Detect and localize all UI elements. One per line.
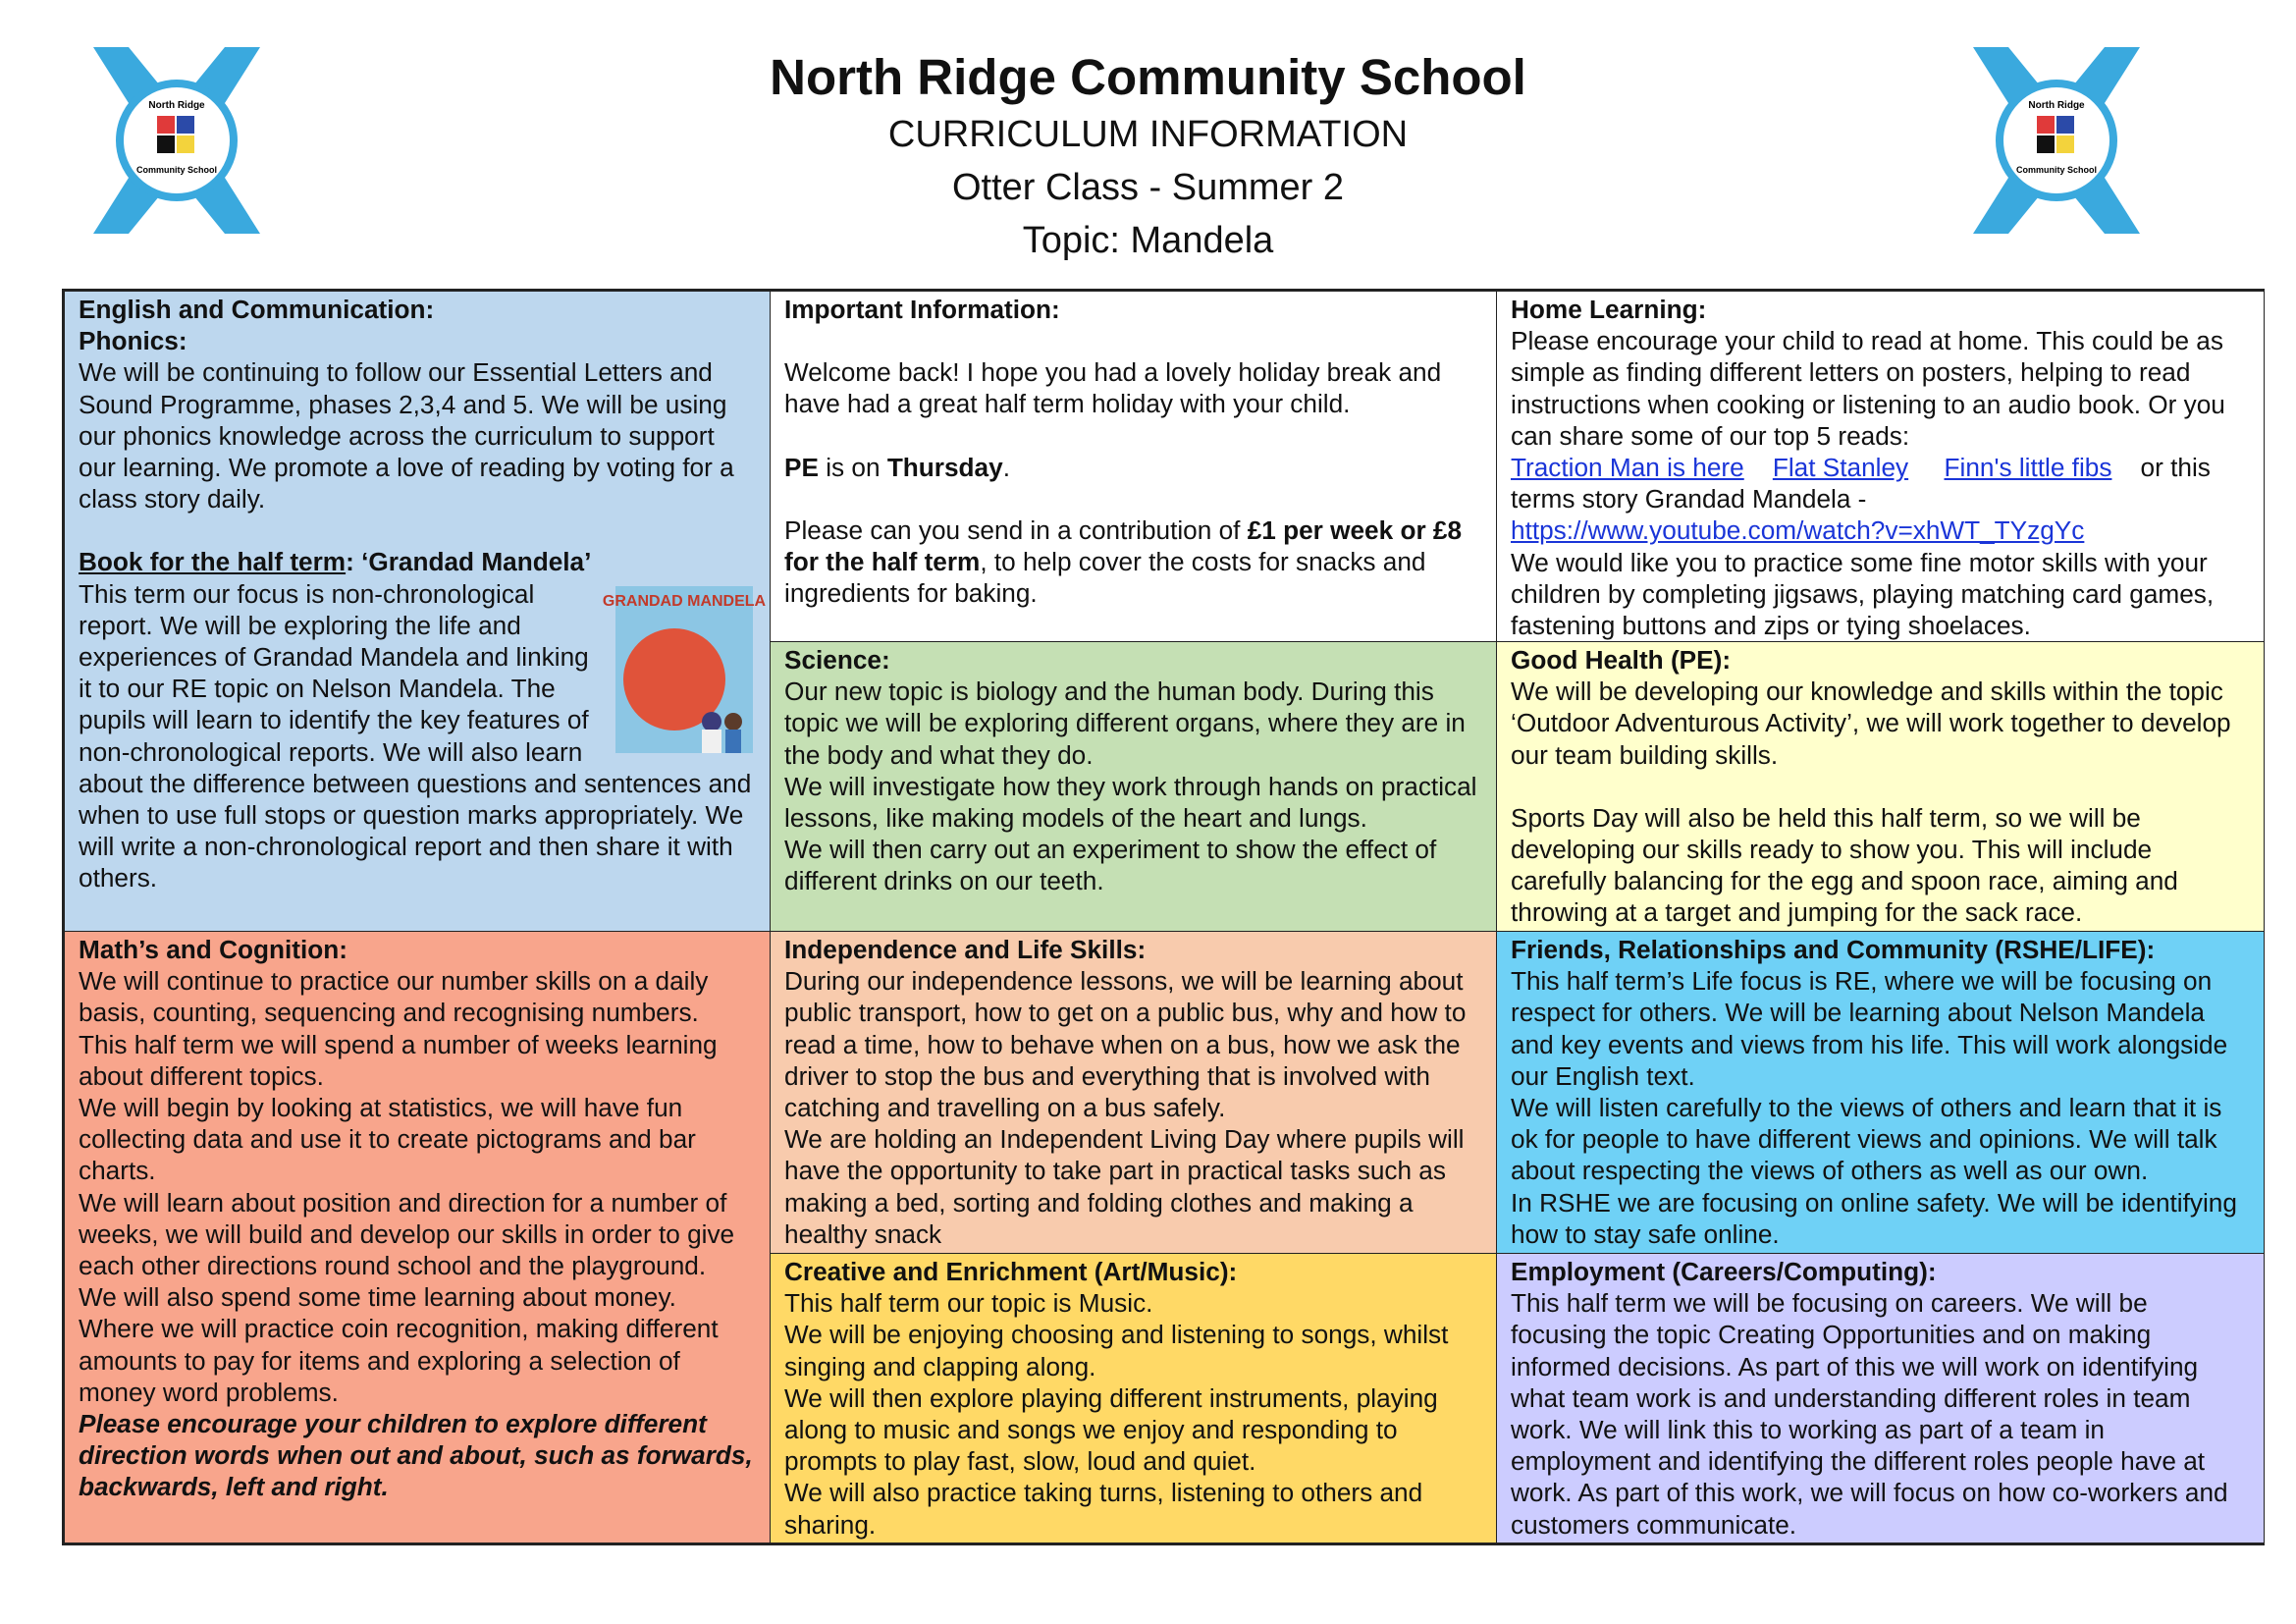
employment-text: This half term we will be focusing on careers. We will be focusing the topic Creating Opportunities and on making informed decisions. As part of this we will work on identifying what team work is and understanding different roles in team work. We will link this to working as part of a team in employment and identifying the different roles people have at work. As part of this work, we will focus on how co-workers and customers communicate.: [1511, 1288, 2228, 1540]
book-title: : ‘Grandad Mandela’: [346, 547, 592, 577]
creative-text-1: This half term our topic is Music.: [784, 1288, 1153, 1319]
independence-title: Independence and Life Skills:: [784, 935, 1147, 964]
science-text-1: Our new topic is biology and the human body. During this topic we will be exploring different organs, where they are in the body and what they do.: [784, 677, 1466, 770]
good-health-text-2: Sports Day will also be held this half term, so we will be developing our skills ready to show you. This will include carefully balancing for the egg and spoon race, aiming and throwing at a target and jumping for the sack race.: [1511, 802, 2178, 928]
school-name: North Ridge Community School: [770, 49, 1526, 105]
maths-text-2: This half term we will spend a number of weeks learning about different topics.: [79, 1029, 718, 1091]
top-reads-links: [1511, 452, 2250, 514]
english-phonics-text: We will be continuing to follow our Essential Letters and Sound Programme, phases 2,3,4 and 5. We will be using our phonics knowledge across the curriculum to support our learning. We promote a love of reading by voting for a class story daily.: [79, 357, 734, 514]
maths-title: Math’s and Cognition:: [79, 935, 347, 964]
link-traction-man[interactable]: Traction Man is here: [1511, 453, 1744, 483]
creative-text-4: We will also practice taking turns, listening to others and sharing.: [784, 1478, 1423, 1540]
independence-text-2: We are holding an Independent Living Day where pupils will have the opportunity to take part in practical tasks such as making a bed, sorting and folding clothes and making a healthy snack: [784, 1124, 1465, 1249]
creative-text-2: We will be enjoying choosing and listening to songs, whilst singing and clapping along.: [784, 1320, 1449, 1381]
employment-section: [1496, 1253, 2265, 1543]
good-health-section: [1496, 641, 2265, 933]
home-reading-text: Please encourage your child to read at home. This could be as simple as finding different letters on posters, helping to read instructions when cooking or listening to an audio book. Or you can share some of our top 5 reads:: [1511, 326, 2225, 451]
independence-text-1: During our independence lessons, we will be learning about public transport, how to get on a public bus, why and how to read a time, how to behave when on a bus, how we ask the driver to stop the bus and everything that is involved with catching and travelling on a bus safely.: [784, 966, 1467, 1123]
science-text-2: We will investigate how they work through hands on practical lessons, like making models of the heart and lungs.: [784, 771, 1477, 834]
contribution-text: Please can you send in a contribution of £1 per week or £8 for the half term, to help cover the costs for snacks and ingredients for baking.: [784, 514, 1463, 609]
book-label: Book for the half term: [79, 547, 347, 577]
phonics-subtitle: Phonics:: [79, 326, 187, 356]
logo-text-top: North Ridge: [148, 100, 205, 111]
english-book-text: This term our focus is non-chronological report. We will be exploring the life and experiences of Grandad Mandela and linking it to our RE topic on Nelson Mandela. The pupils will learn to identify the key features of non-chronological reports. We will also learn about the difference between questions and sentences and when to use full stops or question marks appropriately. We will write a non-chronological report and then share it with others.: [79, 578, 752, 893]
link-flat-stanley[interactable]: Flat Stanley: [1772, 453, 1909, 483]
creative-text-3: We will then explore playing different instruments, playing along to music and songs we enjoy and responding to prompts to play fast, slow, loud and quiet.: [784, 1382, 1438, 1477]
logo-text-bottom: Community School: [2015, 165, 2098, 175]
document-subtitle: CURRICULUM INFORMATION: [887, 114, 1409, 155]
logo-text-top: North Ridge: [2028, 100, 2085, 111]
maths-section: [64, 931, 772, 1543]
independence-section: [770, 931, 1498, 1255]
good-health-text-1: We will be developing our knowledge and skills within the topic ‘Outdoor Adventurous Activity’, we will work together to develop our team building skills.: [1511, 677, 2231, 770]
home-learning-section: [1496, 291, 2265, 643]
friends-text-3: In RSHE we are focusing on online safety. We will be identifying how to stay safe online.: [1511, 1187, 2237, 1249]
english-section: [64, 291, 772, 933]
important-title: Important Information:: [784, 295, 1060, 324]
maths-encourage-text: Please encourage your children to explore different direction words when out and about, such as forwards, backwards, left and right.: [79, 1409, 753, 1502]
creative-title: Creative and Enrichment (Art/Music):: [784, 1257, 1238, 1286]
logo-text-bottom: Community School: [135, 165, 218, 175]
home-learning-title: Home Learning:: [1511, 295, 1707, 324]
friends-text-2: We will listen carefully to the views of others and learn that it is ok for people to have different views and opinions. We will talk about respecting the views of others as well as our own.: [1511, 1093, 2222, 1186]
friends-title: Friends, Relationships and Community (RSHE/LIFE):: [1511, 935, 2156, 964]
story-intro-text: or this terms story Grandad Mandela -: [1511, 453, 2211, 514]
fine-motor-text: We would like you to practice some fine motor skills with your children by completing jigsaws, playing matching card games, fastening buttons and zips or tying shoelaces.: [1511, 547, 2215, 641]
welcome-text: Welcome back! I hope you had a lovely holiday break and have had a great half term holiday with your child.: [784, 357, 1442, 419]
good-health-title: Good Health (PE):: [1511, 645, 1732, 675]
creative-section: [770, 1253, 1498, 1543]
youtube-link[interactable]: https://www.youtube.com/watch?v=xhWT_TYzgYc: [1511, 515, 2085, 546]
book-heading: [79, 546, 757, 577]
book-cover-title: GRANDAD MANDELA: [602, 592, 767, 610]
important-info-section: [770, 291, 1498, 643]
science-section: [770, 641, 1498, 933]
maths-text-1: We will continue to practice our number skills on a daily basis, counting, sequencing and recognising numbers.: [79, 966, 709, 1028]
science-text-3: We will then carry out an experiment to show the effect of different drinks on our teeth.: [784, 835, 1437, 896]
friends-section: [1496, 931, 2265, 1255]
employment-title: Employment (Careers/Computing):: [1511, 1257, 1937, 1286]
maths-text-5: We will also spend some time learning about money. Where we will practice coin recognition, making different amounts to pay for items and exploring a selection of money word problems.: [79, 1282, 719, 1407]
pe-day-text: PE is on Thursday.: [784, 452, 1010, 482]
curriculum-grid: [62, 289, 2265, 1545]
science-title: Science:: [784, 645, 890, 675]
maths-text-3: We will begin by looking at statistics, we will have fun collecting data and use it to create pictograms and bar charts.: [79, 1093, 696, 1186]
link-finns-little-fibs[interactable]: Finn's little fibs: [1944, 453, 2112, 483]
friends-text-1: This half term’s Life focus is RE, where we will be focusing on respect for others. We will be learning about Nelson Mandela and key events and views from his life. This will work alongside our English text.: [1511, 966, 2228, 1091]
topic-title: Topic: Mandela: [1022, 220, 1274, 261]
book-cover-image: [602, 586, 767, 753]
english-title: English and Communication:: [79, 295, 435, 324]
class-term: Otter Class - Summer 2: [951, 167, 1345, 208]
page-header: [0, 47, 2296, 267]
maths-text-4: We will learn about position and direction for a number of weeks, we will build and develop our skills in order to give each other directions round school and the playground.: [79, 1187, 735, 1281]
